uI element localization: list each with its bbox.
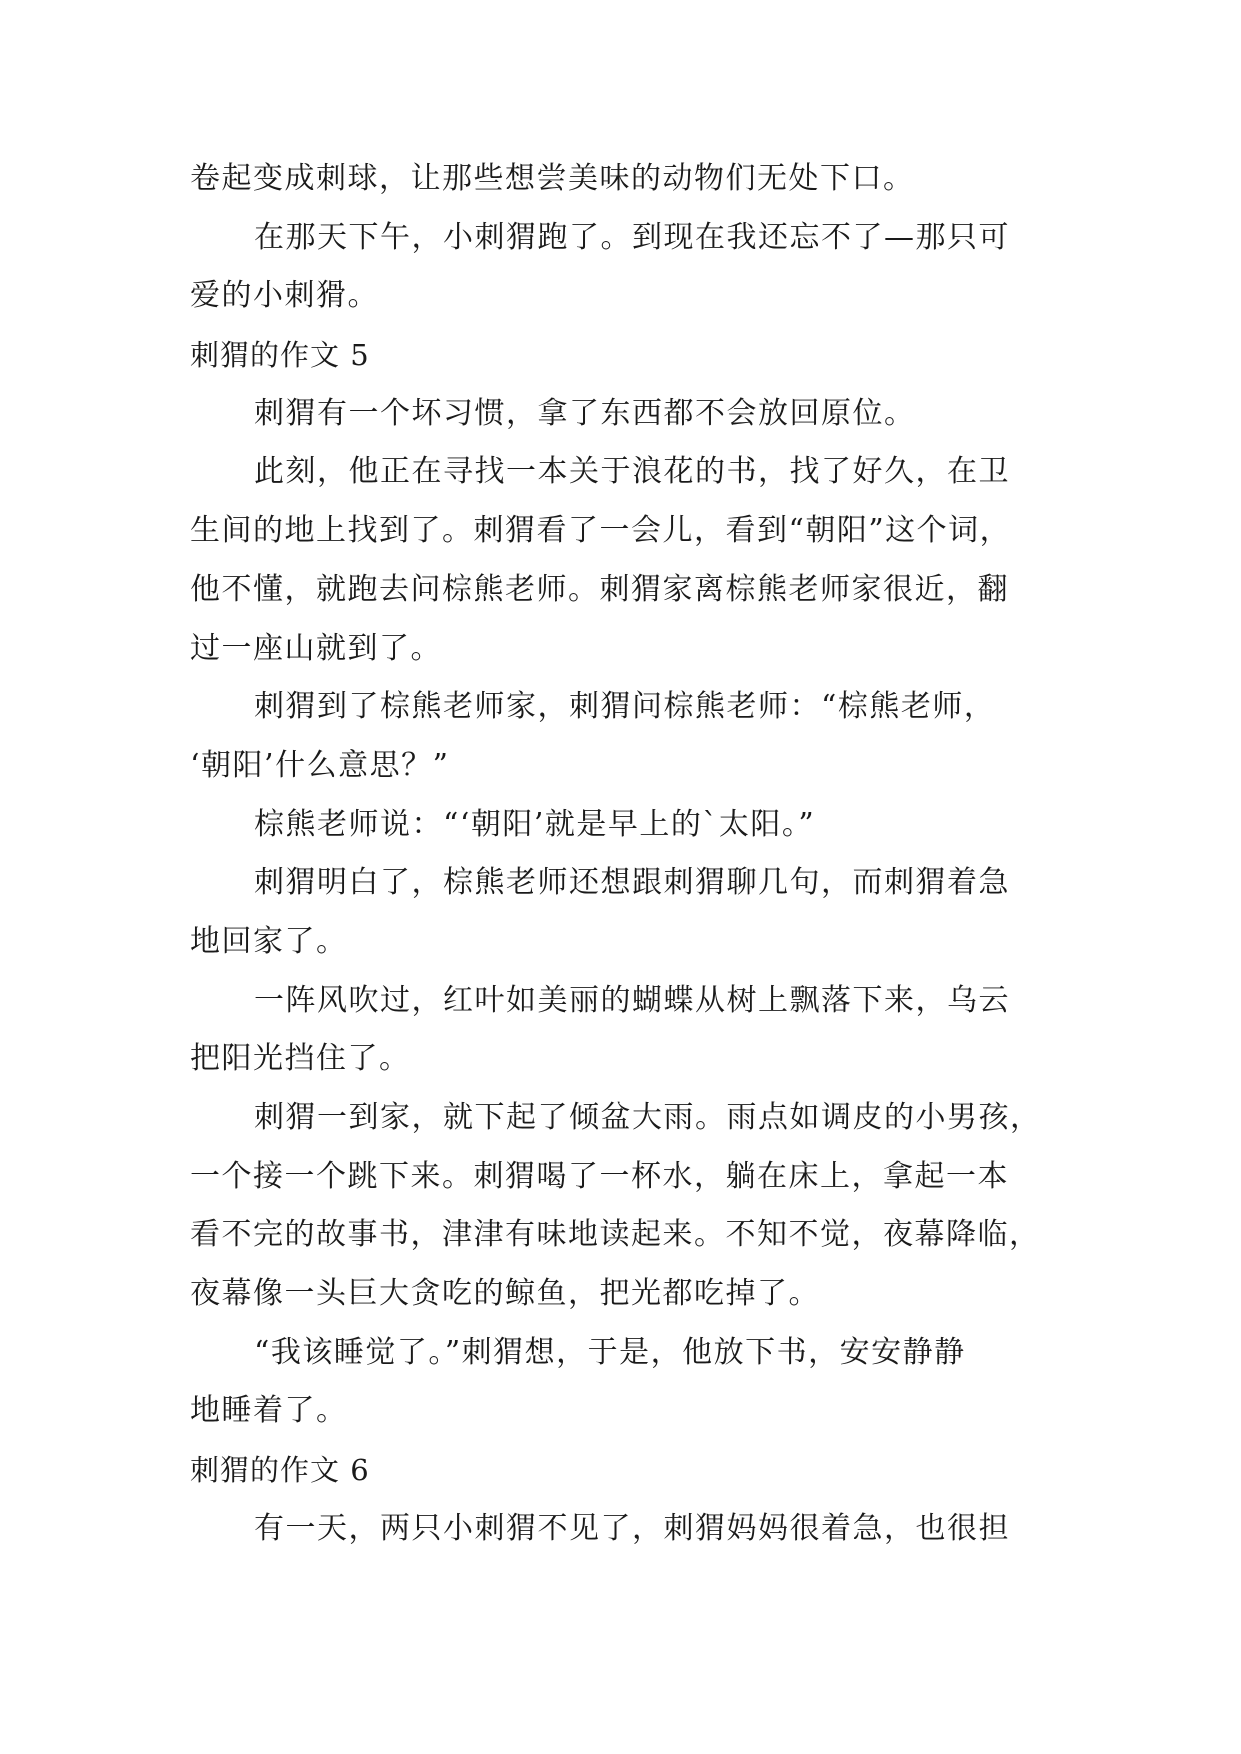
text-line: 地回家了。 [190, 923, 348, 959]
text-line: 过一座山就到了。 [190, 630, 442, 666]
essay-heading: 刺猬的作文 6 [190, 1453, 370, 1488]
text-line: 刺猬到了棕熊老师家，刺猬问棕熊老师：“棕熊老师， [254, 689, 996, 725]
text-line: 刺猬明白了，棕熊老师还想跟刺猬聊几句，而刺猬着急 [254, 865, 1010, 901]
text-line: 地睡着了。 [190, 1393, 348, 1429]
text-line: “我该睡觉了。”刺猬想，于是，他放下书，安安静静 [254, 1334, 966, 1370]
text-line: 生间的地上找到了。刺猬看了一会儿，看到“朝阳”这个词， [190, 513, 1012, 549]
text-line: 卷起变成刺球，让那些想尝美味的动物们无处下口。 [190, 161, 915, 196]
text-line: ‘朝阳’什么意思？” [190, 747, 450, 783]
essay-heading: 刺猬的作文 5 [190, 338, 370, 373]
text-line: 看不完的故事书，津津有味地读起来。不知不觉，夜幕降临， [190, 1217, 1041, 1253]
text-line: 刺猬一到家，就下起了倾盆大雨。雨点如调皮的小男孩， [254, 1100, 1042, 1135]
text-line: 一阵风吹过，红叶如美丽的蝴蝶从树上飘落下来，乌云 [254, 982, 1010, 1018]
text-line: 在那天下午，小刺猬跑了。到现在我还忘不了—那只可 [254, 219, 1010, 255]
text-line: 此刻，他正在寻找一本关于浪花的书，找了好久，在卫 [254, 454, 1010, 490]
document-page [190, 150, 1060, 1559]
text-line: 一个接一个跳下来。刺猬喝了一杯水，躺在床上，拿起一本 [190, 1158, 1009, 1194]
text-line: 棕熊老师说：“‘朝阳’就是早上的`太阳。” [254, 806, 816, 842]
text-line: 有一天，两只小刺猬不见了，刺猬妈妈很着急，也很担 [254, 1510, 1010, 1546]
text-line: 刺猬有一个坏习惯，拿了东西都不会放回原位。 [254, 395, 916, 431]
text-line: 他不懂，就跑去问棕熊老师。刺猬家离棕熊老师家很近，翻 [190, 571, 1009, 607]
text-line: 把阳光挡住了。 [190, 1041, 411, 1077]
text-line: 夜幕像一头巨大贪吃的鲸鱼，把光都吃掉了。 [190, 1276, 820, 1312]
text-line: 爱的小刺猾。 [190, 278, 379, 314]
